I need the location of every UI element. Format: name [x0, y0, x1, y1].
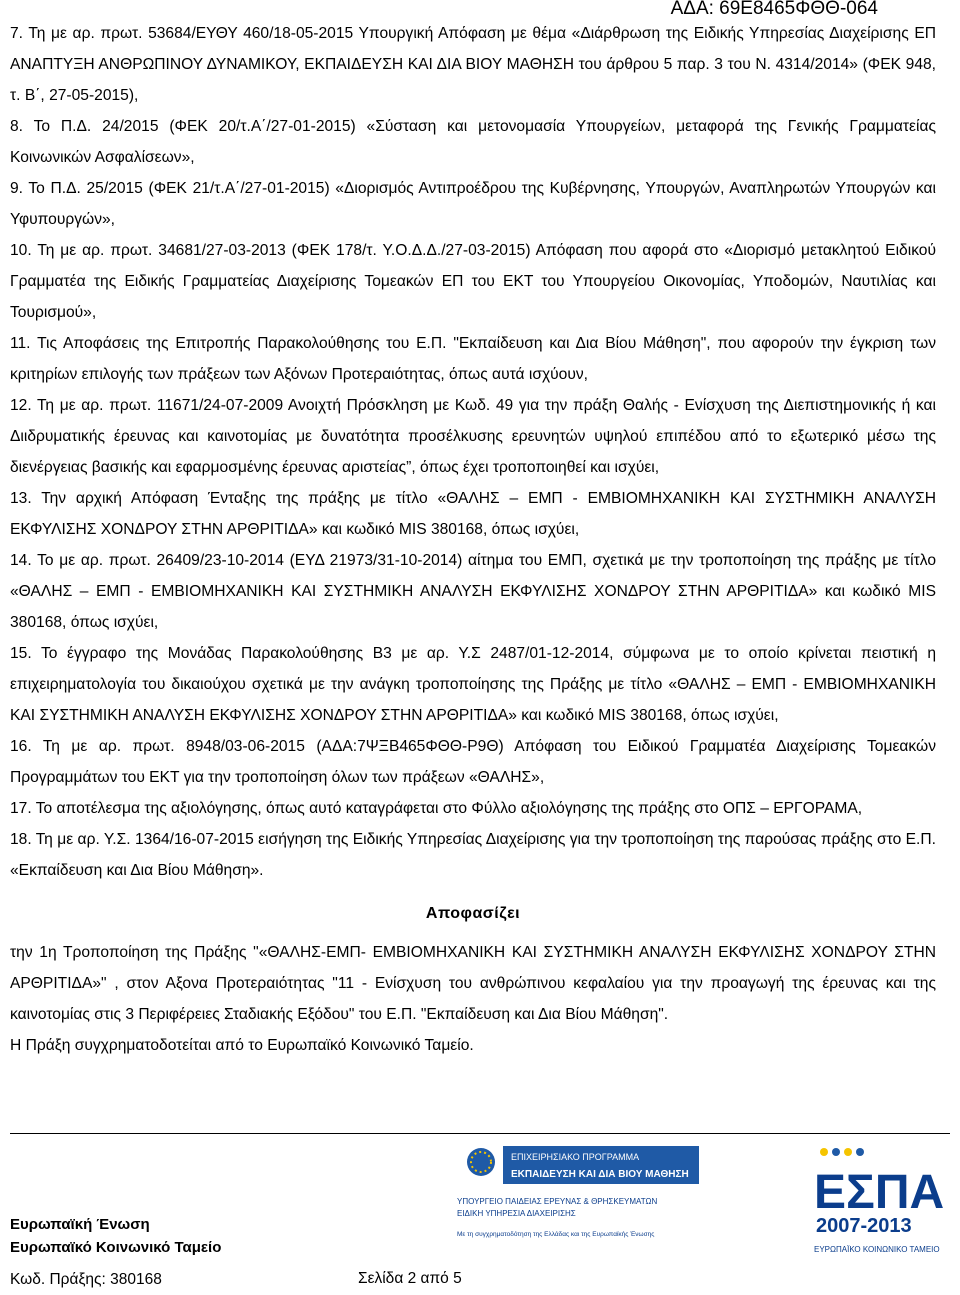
list-item: 12. Τη με αρ. πρωτ. 11671/24-07-2009 Ανοιχτή Πρόσκληση με Κωδ. 49 για την πράξη Θαλής - Ενίσχυση της Διεπιστημονικής ή και Διιδρυματικής έρευνας και καινοτομίας με δυνατότητα προσέλκυσης ερευνητών υψηλού επιπέδου από το εξωτερικό μέσω της διενέργειας βασικής και εφαρμοσμένης έρευνας αριστείας”, όπως έχει τροποποιηθεί και ισχύει,	[10, 397, 936, 476]
eu-stars-icon	[467, 1148, 495, 1176]
decision-text: την 1η Τροποποίηση της Πράξης "«ΘΑΛΗΣ-ΕΜΠ- ΕΜΒΙΟΜΗΧΑΝΙΚΗ ΚΑΙ ΣΥΣΤΗΜΙΚΗ ΑΝΑΛΥΣΗ ΕΚΦΥΛΙΣΗΣ ΧΟΝΔΡΟΥ ΣΤΗΝ ΑΡΘΡΙΤΙΔΑ»" , στον Αξονα Προτεραιότητας "11 - Ενίσχυση του ανθρώπινου κεφαλαίου για την προαγωγή της έρευνας και της καινοτομίας στις 3 Περιφέρειες Σταδιακής Εξόδου" του Ε.Π. "Εκπαίδευση και Δια Βίου Μάθηση".	[10, 944, 936, 1023]
list-item: 8. Το Π.Δ. 24/2015 (ΦΕΚ 20/τ.Α΄/27-01-2015) «Σύσταση και μετονομασία Υπουργείων, μεταφορά της Γενικής Γραμματείας Κοινωνικών Ασφαλίσεων»,	[10, 118, 936, 166]
list-item: 14. Το με αρ. πρωτ. 26409/23-10-2014 (ΕΥΔ 21973/31-10-2014) αίτημα του ΕΜΠ, σχετικά με την τροποποίηση της πράξης με τίτλο «ΘΑΛΗΣ – ΕΜΠ - ΕΜΒΙΟΜΗΧΑΝΙΚΗ ΚΑΙ ΣΥΣΤΗΜΙΚΗ ΑΝΑΛΥΣΗ ΕΚΦΥΛΙΣΗΣ ΧΟΝΔΡΟΥ ΣΤΗΝ ΑΡΘΡΙΤΙΔΑ» και κωδικό MIS 380168, όπως ισχύει,	[10, 552, 936, 631]
list-item: 15. Το έγγραφο της Μονάδας Παρακολούθησης Β3 με αρ. Υ.Σ 2487/01-12-2014, σύμφωνα με το οποίο κρίνεται πειστική η επιχειρηματολογία του δικαιούχου σχετικά με την ανάγκη τροποποίησης της Πράξης με τίτλο «ΘΑΛΗΣ – ΕΜΠ - ΕΜΒΙΟΜΗΧΑΝΙΚΗ ΚΑΙ ΣΥΣΤΗΜΙΚΗ ΑΝΑΛΥΣΗ ΕΚΦΥΛΙΣΗΣ ΧΟΝΔΡΟΥ ΣΤΗΝ ΑΡΘΡΙΤΙΔΑ» και κωδικό MIS 380168, όπως ισχύει,	[10, 645, 936, 724]
decision-heading: Αποφασίζει	[425, 905, 521, 922]
footer-esf: Ευρωπαϊκό Κοινωνικό Ταμείο	[10, 1239, 222, 1256]
espa-years: 2007-2013	[816, 1215, 912, 1237]
footer-eu: Ευρωπαϊκή Ένωση	[10, 1216, 150, 1233]
list-item: 18. Τη με αρ. Υ.Σ. 1364/16-07-2015 εισήγηση της Ειδικής Υπηρεσίας Διαχείρισης για την τροποποίηση της παρούσας πράξης στο Ε.Π. «Εκπαίδευση και Δια Βίου Μάθηση».	[10, 831, 936, 879]
edu-line3: ΥΠΟΥΡΓΕΙΟ ΠΑΙΔΕΙΑΣ ΕΡΕΥΝΑΣ & ΘΡΗΣΚΕΥΜΑΤΩΝ	[457, 1197, 658, 1206]
list-item: 11. Τις Αποφάσεις της Επιτροπής Παρακολούθησης του Ε.Π. "Εκπαίδευση και Δια Βίου Μάθηση", που αφορούν την έγκριση των κριτηρίων επιλογής των πράξεων των Αξόνων Προτεραιότητας, όπως αυτά ισχύουν,	[10, 335, 936, 383]
list-item: 10. Τη με αρ. πρωτ. 34681/27-03-2013 (ΦΕΚ 178/τ. Υ.Ο.Δ.Δ./27-03-2015) Απόφαση που αφορά στο «Διορισμό μετακλητού Ειδικού Γραμματέα της Ειδικής Γραμματείας Διαχείρισης Τομεακών ΕΠ του ΕΚΤ του Υπουργείου Οικονομίας, Υποδομών, Ναυτιλίας και Τουρισμού»,	[10, 242, 936, 321]
edu-program-logo	[447, 1140, 705, 1262]
cofund-text: Η Πράξη συγχρηματοδοτείται από το Ευρωπαϊκό Κοινωνικό Ταμείο.	[10, 1037, 474, 1054]
footer-divider	[10, 1133, 950, 1134]
list-item: 9. Το Π.Δ. 25/2015 (ΦΕΚ 21/τ.Α΄/27-01-2015) «Διορισμός Αντιπροέδρου της Κυβέρνησης, Υπουργών, Αναπληρωτών Υπουργών και Υφυπουργών»,	[10, 180, 936, 228]
list-item: 7. Τη με αρ. πρωτ. 53684/ΕΥΘΥ 460/18-05-2015 Υπουργική Απόφαση με θέμα «Διάρθρωση της Ειδικής Υπηρεσίας Διαχείρισης ΕΠ ΑΝΑΠΤΥΞΗ ΑΝΘΡΩΠΙΝΟΥ ΔΥΝΑΜΙΚΟΥ, ΕΚΠΑΙΔΕΥΣΗ ΚΑΙ ΔΙΑ ΒΙΟΥ ΜΑΘΗΣΗ του άρθρου 5 παρ. 3 του Ν. 4314/2014» (ΦΕΚ 948, τ. Β΄, 27-05-2015),	[10, 25, 936, 104]
espa-fund: ΕΥΡΩΠΑΪΚΟ ΚΟΙΝΩΝΙΚΟ ΤΑΜΕΙΟ	[814, 1245, 940, 1254]
edu-line4: ΕΙΔΙΚΗ ΥΠΗΡΕΣΙΑ ΔΙΑΧΕΙΡΙΣΗΣ	[457, 1209, 576, 1218]
list-item: 16. Τη με αρ. πρωτ. 8948/03-06-2015 (ΑΔΑ:7ΨΞΒ465ΦΘΘ-Ρ9Θ) Απόφαση του Ειδικού Γραμματέα Διαχείρισης Τομεακών Προγραμμάτων του ΕΚΤ για την τροποποίηση όλων των πράξεων «ΘΑΛΗΣ»,	[10, 738, 936, 786]
list-item: 13. Την αρχική Απόφαση Ένταξης της πράξης με τίτλο «ΘΑΛΗΣ – ΕΜΠ - ΕΜΒΙΟΜΗΧΑΝΙΚΗ ΚΑΙ ΣΥΣΤΗΜΙΚΗ ΑΝΑΛΥΣΗ ΕΚΦΥΛΙΣΗΣ ΧΟΝΔΡΟΥ ΣΤΗΝ ΑΡΘΡΙΤΙΔΑ» και κωδικό MIS 380168, όπως ισχύει,	[10, 490, 936, 538]
page-number: Σελίδα 2 από 5	[358, 1270, 462, 1287]
espa-logo	[806, 1140, 956, 1262]
list-item: 17. Το αποτέλεσμα της αξιολόγησης, όπως αυτό καταγράφεται στο Φύλλο αξιολόγησης της πράξης στο ΟΠΣ – ΕΡΓΟΡΑΜΑ,	[10, 800, 863, 817]
edu-line1: ΕΠΙΧΕΙΡΗΣΙΑΚΟ ΠΡΟΓΡΑΜΜΑ	[511, 1152, 640, 1162]
edu-line2: ΕΚΠΑΙΔΕΥΣΗ ΚΑΙ ΔΙΑ ΒΙΟΥ ΜΑΘΗΣΗ	[511, 1169, 689, 1180]
espa-name: ΕΣΠΑ	[814, 1166, 945, 1219]
document-body	[10, 18, 936, 1061]
footer-left	[10, 1213, 221, 1259]
ada-header: ΑΔΑ: 69Ε8465ΦΘΘ-064	[670, 0, 878, 19]
edu-line5: Με τη συγχρηματοδότηση της Ελλάδας και της Ευρωπαϊκής Ένωσης	[457, 1231, 655, 1238]
footer-code: Κωδ. Πράξης: 380168	[10, 1271, 162, 1288]
